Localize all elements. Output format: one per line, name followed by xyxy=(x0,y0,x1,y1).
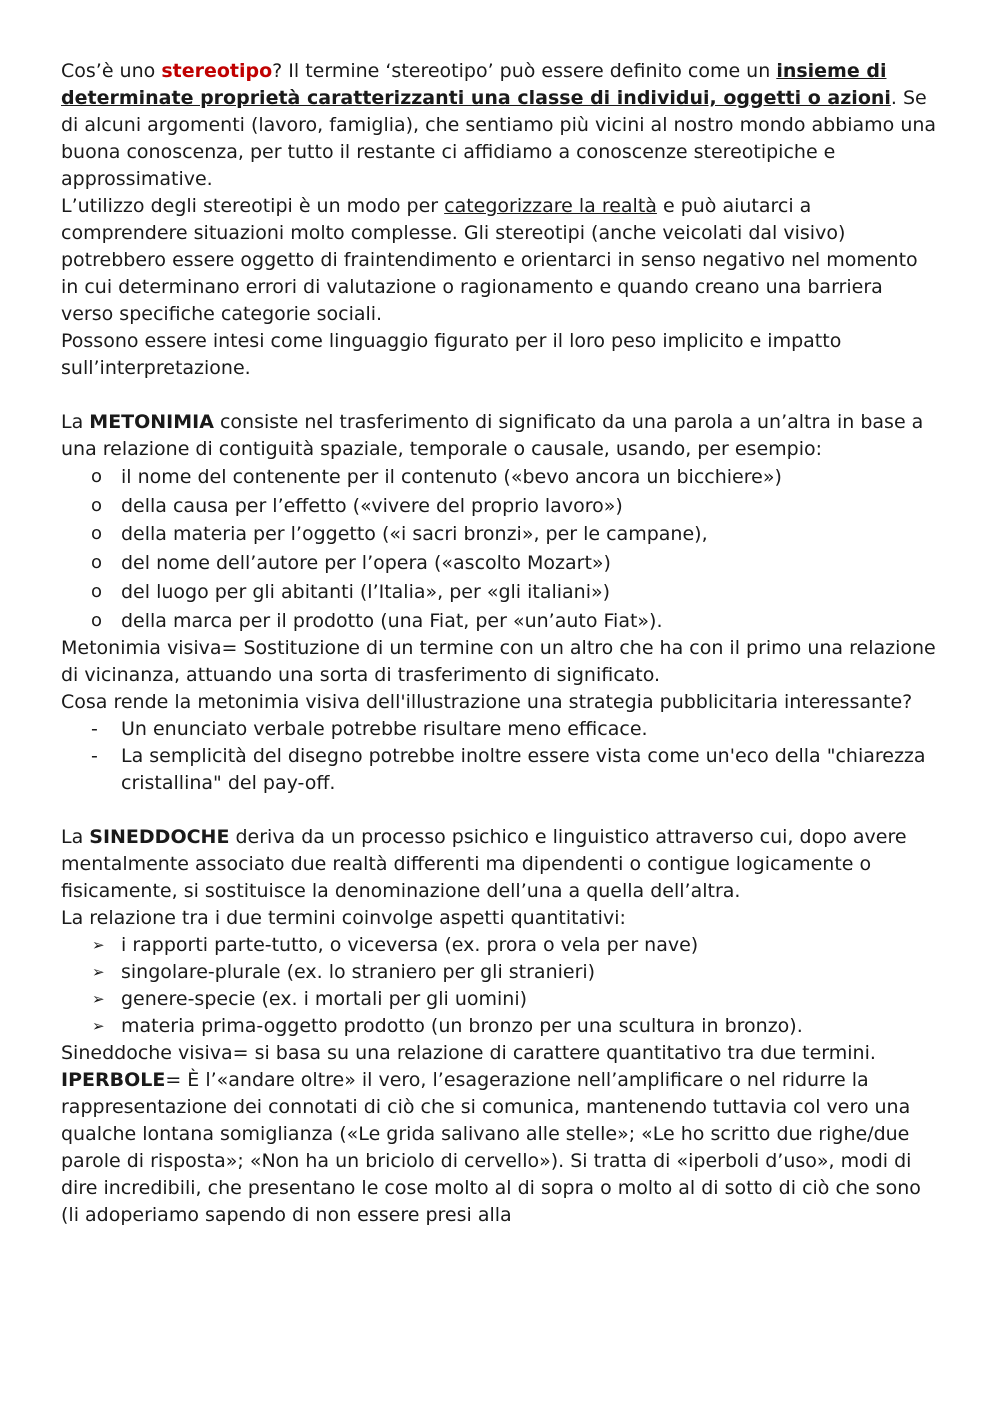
list-item xyxy=(61,716,940,743)
paragraph-iperbole xyxy=(61,1067,940,1229)
text-run: = È l’«andare oltre» il vero, l’esagerazione nell’amplificare o nel ridurre la rappresentazione dei connotati di ciò che si comunica, mantenendo tuttavia col vero una qualche lontana somiglianza («Le grida salivano alle stelle»; «Le ho scritto due righe/due parole di risposta»; «Non ha un briciolo di cervello»). Si tratta di «iperboli d’uso», modi di dire incredibili, che presentano le cose molto al di sopra o molto al di sotto di ciò che sono (li adoperiamo sapendo di non essere presi alla xyxy=(61,1069,921,1227)
paragraph-stereotipo-definition xyxy=(61,58,940,193)
blank-line xyxy=(61,797,940,824)
list-item xyxy=(61,607,940,636)
list-item-text: della materia per l’oggetto («i sacri bronzi», per le campane), xyxy=(121,523,708,546)
list-item-text: del luogo per gli abitanti (l’Italia», per «gli italiani») xyxy=(121,580,611,603)
term-iperbole: IPERBOLE xyxy=(61,1069,166,1092)
text-run: La xyxy=(61,826,90,849)
circle-bullet-icon: o xyxy=(91,494,103,516)
text-run: consiste nel trasferimento di significato da una parola a un’altra in base a una relazione di contiguità spaziale, temporale o causale, usando, per esempio: xyxy=(61,411,924,460)
list-item xyxy=(61,549,940,578)
sineddoche-relations-list xyxy=(61,932,940,1040)
term-metonimia: METONIMIA xyxy=(89,411,214,433)
dash-bullet-icon: - xyxy=(91,718,98,741)
text-run: L’utilizzo degli stereotipi è un modo per xyxy=(61,195,445,217)
text-run: e può aiutarci a comprendere situazioni molto complesse. Gli stereotipi (anche veicolati dal visivo) potrebbero essere oggetto di fraintendimento e orientarci in senso negativo nel momento in cui determinano errori di valutazione o ragionamento e quando creano una barriera verso specifiche categorie sociali. xyxy=(61,195,918,325)
circle-bullet-icon: o xyxy=(91,609,103,631)
dash-bullet-icon: - xyxy=(91,745,98,768)
text-run: ? Il termine ‘stereotipo’ può essere definito come un xyxy=(272,60,777,82)
list-item-text: singolare-plurale (ex. lo straniero per gli stranieri) xyxy=(121,961,596,984)
paragraph-stereotipo-usage xyxy=(61,193,940,328)
metonimia-answers-list xyxy=(61,716,940,797)
list-item xyxy=(61,492,940,521)
text-run: deriva da un processo psichico e linguistico attraverso cui, dopo avere xyxy=(229,826,907,849)
paragraph-stereotipo-figurative: Possono essere intesi come linguaggio figurato per il loro peso implicito e impatto sull’interpretazione. xyxy=(61,330,842,379)
underlined-phrase: categorizzare la realtà xyxy=(444,195,657,217)
term-stereotipo: stereotipo xyxy=(161,60,273,82)
list-item-text: materia prima-oggetto prodotto (un bronzo per una scultura in bronzo). xyxy=(121,1015,803,1038)
paragraph-metonimia-question: Cosa rende la metonimia visiva dell'illustrazione una strategia pubblicitaria interessante? xyxy=(61,691,913,714)
arrow-bullet-icon: ➢ xyxy=(92,963,105,982)
list-item-text: della marca per il prodotto (una Fiat, per «un’auto Fiat»). xyxy=(121,609,663,632)
circle-bullet-icon: o xyxy=(91,466,103,487)
paragraph-sineddoche-continued: mentalmente associato due realtà differenti ma dipendenti o contigue logicamente o fisicamente, si sostituisce la denominazione dell’una a quella dell’altra. xyxy=(61,853,872,903)
text-run: Cos’è uno xyxy=(61,60,162,82)
circle-bullet-icon: o xyxy=(91,552,103,574)
list-item-text: genere-specie (ex. i mortali per gli uomini) xyxy=(121,988,528,1011)
paragraph-metonimia-visiva: Metonimia visiva= Sostituzione di un termine con un altro che ha con il primo una relazione di vicinanza, attuando una sorta di trasferimento di significato. xyxy=(61,637,936,687)
list-item xyxy=(61,1013,940,1040)
section-metonimia xyxy=(61,409,940,797)
paragraph-sineddoche-visiva: Sineddoche visiva= si basa su una relazione di carattere quantitativo tra due termini. xyxy=(61,1042,876,1065)
list-item xyxy=(61,520,940,549)
text-run: . Se di alcuni argomenti (lavoro, famiglia), che sentiamo più vicini al nostro mondo abbiamo una buona conoscenza, per tutto il restante ci affidiamo a conoscenze stereotipiche e approssimative. xyxy=(61,87,937,190)
paragraph-metonimia-intro xyxy=(61,409,940,463)
section-iperbole xyxy=(61,1067,940,1229)
list-item-text: Un enunciato verbale potrebbe risultare meno efficace. xyxy=(121,718,648,741)
paragraph-sineddoche-relazione: La relazione tra i due termini coinvolge aspetti quantitativi: xyxy=(61,907,626,930)
section-stereotipo xyxy=(61,58,940,382)
list-item xyxy=(61,463,940,492)
arrow-bullet-icon: ➢ xyxy=(92,990,105,1009)
paragraph-sineddoche-intro xyxy=(61,824,940,851)
list-item xyxy=(61,743,940,797)
circle-bullet-icon: o xyxy=(91,523,103,545)
circle-bullet-icon: o xyxy=(91,580,103,602)
term-sineddoche: SINEDDOCHE xyxy=(89,826,230,849)
list-item xyxy=(61,986,940,1013)
arrow-bullet-icon: ➢ xyxy=(92,1017,105,1036)
list-item-text: i rapporti parte-tutto, o viceversa (ex. prora o vela per nave) xyxy=(121,934,699,957)
list-item-text: della causa per l’effetto («vivere del proprio lavoro») xyxy=(121,494,623,517)
list-item-text: il nome del contenente per il contenuto («bevo ancora un bicchiere») xyxy=(121,466,782,488)
section-sineddoche xyxy=(61,824,940,1067)
text-run: La xyxy=(61,411,90,433)
definition-highlight: insieme di determinate proprietà caratterizzanti una classe di individui, oggetti o azioni xyxy=(61,60,891,109)
list-item-text: del nome dell’autore per l’opera («ascolto Mozart») xyxy=(121,552,611,575)
arrow-bullet-icon: ➢ xyxy=(92,936,105,955)
blank-line xyxy=(61,382,940,409)
list-item xyxy=(61,578,940,607)
list-item xyxy=(61,959,940,986)
list-item-text: La semplicità del disegno potrebbe inoltre essere vista come un'eco della "chiarezza cristallina" del pay-off. xyxy=(121,745,926,795)
list-item xyxy=(61,932,940,959)
metonimia-examples-list xyxy=(61,463,940,635)
